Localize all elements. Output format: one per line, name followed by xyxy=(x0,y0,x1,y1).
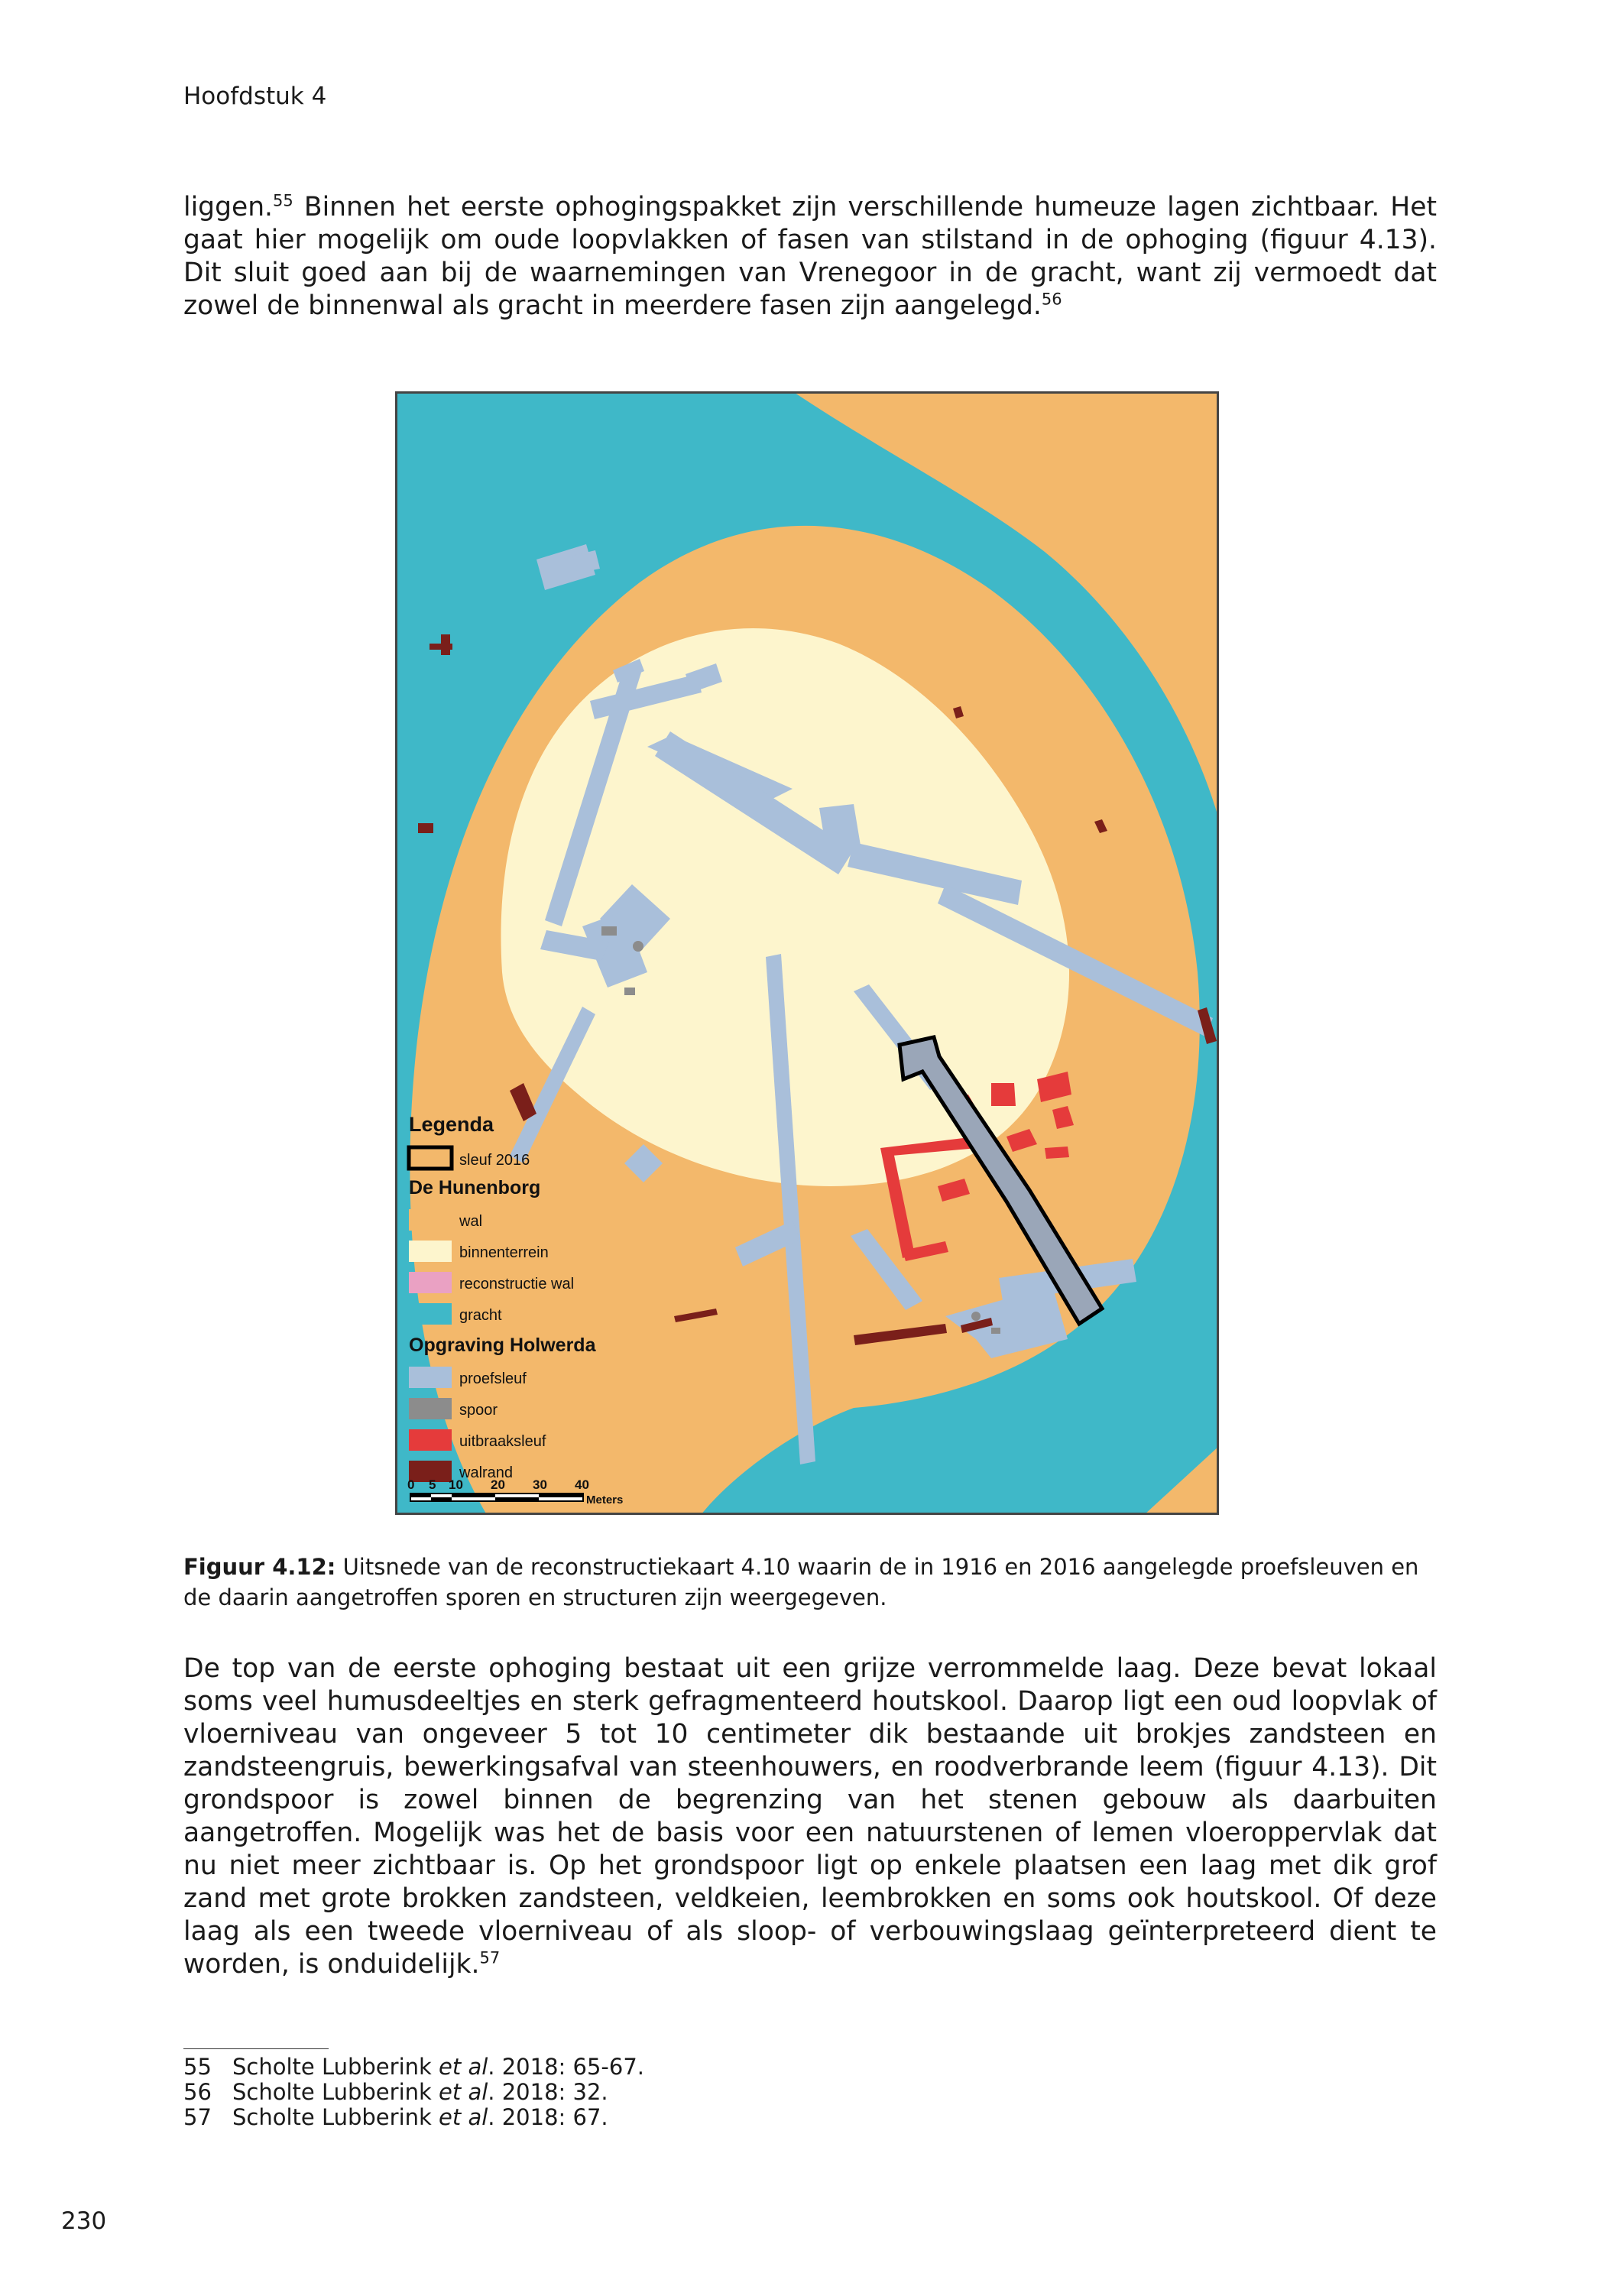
legend-label-reconstructie: reconstructie wal xyxy=(459,1276,575,1292)
footnote-ref-55[interactable]: 55 xyxy=(273,191,293,210)
paragraph-2 xyxy=(183,1652,1437,1981)
legend-label-wal: wal xyxy=(459,1213,483,1230)
scale-tick-40: 40 xyxy=(575,1477,589,1492)
caption-text: Uitsnede van de reconstructiekaart 4.10 waarin de in 1916 en 2016 aangelegde proefsleuven en de daarin aangetroffen sporen en structuren zijn weergegeven. xyxy=(183,1554,1419,1610)
legend-swatch-binnenterrein xyxy=(409,1241,452,1262)
legend-label-walrand: walrand xyxy=(459,1464,514,1481)
scale-seg-5 xyxy=(539,1494,583,1497)
footnote-56 xyxy=(183,2080,644,2105)
legend-swatch-proefsleuf xyxy=(409,1367,452,1388)
scale-tick-0: 0 xyxy=(407,1477,415,1492)
legend-group-hunenborg: De Hunenborg xyxy=(409,1177,541,1198)
footnote-57 xyxy=(183,2105,644,2130)
footnotes xyxy=(183,2055,644,2130)
legend-label-uitbraaksleuf: uitbraaksleuf xyxy=(459,1433,546,1450)
legend-label-sleuf: sleuf 2016 xyxy=(459,1152,530,1169)
scale-tick-10: 10 xyxy=(449,1477,463,1492)
scale-unit: Meters xyxy=(586,1494,624,1507)
footnote-text: Scholte Lubberink xyxy=(232,2079,439,2105)
footnote-text-tail: . 2018: 65-67. xyxy=(488,2054,645,2080)
running-header: Hoofdstuk 4 xyxy=(183,83,327,110)
footnote-text-tail: . 2018: 67. xyxy=(488,2104,608,2130)
scale-tick-5: 5 xyxy=(429,1477,436,1492)
footnote-number: 56 xyxy=(183,2079,212,2105)
para2-text: De top van de eerste ophoging bestaat uit een grijze verrommelde laag. Deze bevat lokaal soms veel humusdeeltjes en sterk gefragmenteerd houtskool. Daarop ligt een oud loopvlak of vloerniveau van ongeveer 5 tot 10 centimeter dik bestaande uit brokjes zandsteen en zandsteengruis, bewerkingsafval van steenhouwers, en roodverbrande leem (figuur 4.13). Dit grondspoor is zowel binnen de begrenzing van het stenen gebouw als daarbuiten aangetroffen. Mogelijk was het de basis voor een natuurstenen of lemen vloeroppervlak dat nu niet meer zichtbaar is. Op het grondspoor ligt op enkele plaatsen een laag met dik grof zand met grote brokken zandsteen, veldkeien, leembrokken en soms ook houtskool. Of deze laag als een tweede vloerniveau of als sloop- of verbouwingslaag geïnterpreteerd dient te worden, is onduidelijk. xyxy=(183,1653,1437,1980)
legend-swatch-gracht xyxy=(409,1303,452,1325)
footnote-55 xyxy=(183,2055,644,2080)
footnote-divider xyxy=(183,2048,329,2049)
scale-tick-20: 20 xyxy=(491,1477,505,1492)
footnote-et-al: et al xyxy=(439,2079,488,2105)
figure-caption xyxy=(183,1552,1437,1613)
legend-title: Legenda xyxy=(409,1113,494,1136)
legend-swatch-uitbraaksleuf xyxy=(409,1429,452,1451)
scale-seg-4 xyxy=(495,1497,539,1501)
paragraph-1 xyxy=(183,191,1437,323)
reconstruction-map xyxy=(395,391,1219,1515)
footnote-number: 57 xyxy=(183,2104,212,2130)
footnote-text: Scholte Lubberink xyxy=(232,2054,439,2080)
legend-label-binnenterrein: binnenterrein xyxy=(459,1244,549,1261)
footnote-et-al: et al xyxy=(439,2054,488,2080)
footnote-text: Scholte Lubberink xyxy=(232,2104,439,2130)
footnote-et-al: et al xyxy=(439,2104,488,2130)
footnote-ref-57[interactable]: 57 xyxy=(479,1948,501,1967)
legend-label-spoor: spoor xyxy=(459,1402,498,1419)
legend-swatch-spoor xyxy=(409,1398,452,1419)
legend-label-proefsleuf: proefsleuf xyxy=(459,1370,527,1387)
footnote-ref-56[interactable]: 56 xyxy=(1041,290,1062,309)
scale-seg-2 xyxy=(431,1497,452,1501)
scale-seg-3 xyxy=(452,1494,495,1497)
page-number: 230 xyxy=(61,2207,107,2235)
legend-swatch-wal xyxy=(409,1209,452,1231)
legend-group-holwerda: Opgraving Holwerda xyxy=(409,1335,596,1356)
para1-text-a: liggen. xyxy=(183,192,274,222)
legend-label-gracht: gracht xyxy=(459,1307,502,1324)
para1-text-b: Binnen het eerste ophogingspakket zijn verschillende humeuze lagen zichtbaar. Het gaat hier mogelijk om oude loopvlakken of fasen van stilstand in de ophoging (figuur 4.13). Dit sluit goed aan bij de waarnemingen van Vrenegoor in de gracht, want zij vermoedt dat zowel de binnenwal als gracht in meerdere fasen zijn aangelegd. xyxy=(183,192,1437,321)
footnote-text-tail: . 2018: 32. xyxy=(488,2079,608,2105)
scale-tick-30: 30 xyxy=(533,1477,547,1492)
legend-swatch-reconstructie xyxy=(409,1272,452,1293)
scale-seg-1 xyxy=(410,1494,431,1497)
footnote-number: 55 xyxy=(183,2054,212,2080)
caption-label: Figuur 4.12: xyxy=(183,1554,336,1580)
